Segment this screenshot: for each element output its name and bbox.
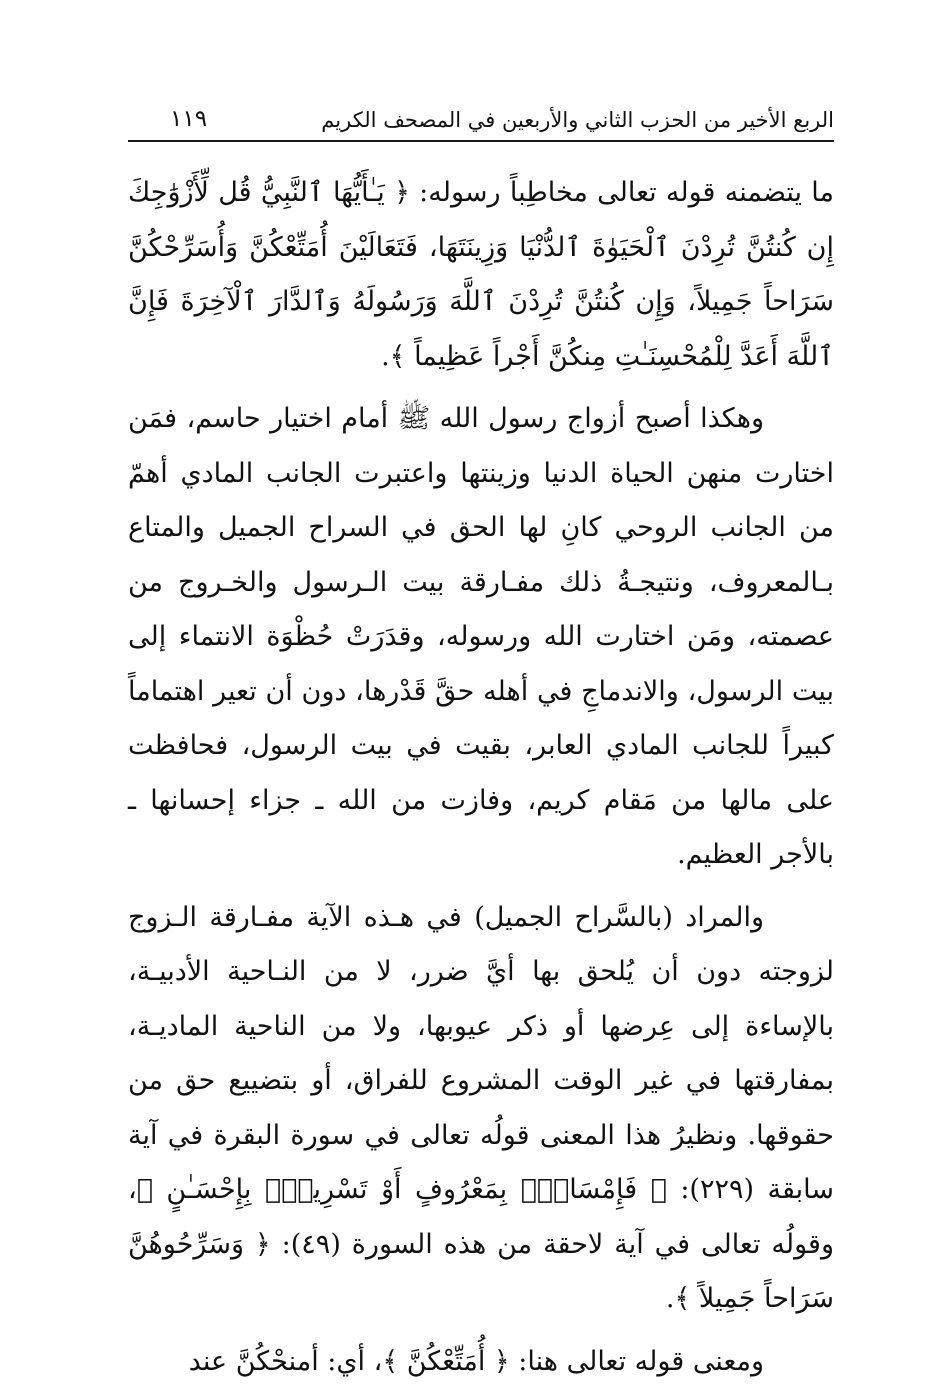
- book-page: [128, 100, 834, 1390]
- header-rule: [128, 140, 834, 142]
- running-header: [128, 100, 834, 138]
- paragraph-beautiful-release: والمراد (بالسَّراح الجميل) في هـذه الآية مفـارقة الـزوج لزوجته دون أن يُلحق بها أيَّ ضرر، لا من النـاحية الأدبيـة، بالإساءة إلى عِرضها أو ذكر عيوبها، ولا من الناحية الماديـة، بمفارقتها في غير الوقت المشروع للفراق، أو بتضييع حق من حقوقها. ونظيرُ هذا المعنى قولُه تعالى في سورة البقرة في آية سابقة (٢٢٩): ﴿ فَإِمْسَاكٌۢ بِمَعْرُوفٍ أَوْ تَسْرِيحٌۢ بِإِحْسَـٰنٍ ﴾، وقولُه تعالى في آية لاحقة من هذه السورة (٤٩): ﴿ وَسَرِّحُوهُنَّ سَرَاحاً جَمِيلاً ﴾.: [128, 901, 834, 1314]
- paragraph-meaning: ومعنى قوله تعالى هنا: ﴿ أُمَتِّعْكُنَّ ﴾، أي: أمنحْكُنَّ عند: [188, 1345, 764, 1377]
- paragraph-wives-choice: وهكذا أصبح أزواج رسول الله ﷺ أمام اختيار حاسم، فمَن اختارت منهن الحياة الدنيا وزينتها واعتبرت الجانب المادي أهمّ من الجانب الروحي كانِ لها الحق في السراح الجميل والمتاع بـالمعروف، ونتيجـةُ ذلك مفـارقة بيت الـرسول والخـروج من عصمته، ومَن اختارت الله ورسوله، وقدَرَتْ حُظْوَة الانتماء إلى بيت الرسول، والاندماجِ في أهله حقَّ قَدْرها، دون أن تعير اهتماماً كبيراً للجانب المادي العابر، بقيت في بيت الرسول، فحافظت على مالها من مَقام كريم، وفازت من الله ـ جزاء إحسانها ـ بالأجر العظيم.: [128, 403, 834, 870]
- paragraph-quranic-address: ما يتضمنه قوله تعالى مخاطِباً رسوله: ﴿ يَـٰأَيُّهَا ٱلنَّبِيُّ قُل لِّأَزْوَٰجِكَ إِن كُنتُنَّ تُرِدْنَ ٱلْحَيَوٰةَ ٱلدُّنْيَا وَزِينَتَهَا، فَتَعَالَيْنَ أُمَتِّعْكُنَّ وَأُسَرِّحْكُنَّ سَرَاحاً جَمِيلاً، وَإِن كُنتُنَّ تُرِدْنَ ٱللَّهَ وَرَسُولَهُ وَٱلدَّارَ ٱلْآخِرَةَ فَإِنَّ ٱللَّهَ أَعَدَّ لِلْمُحْسِنَـٰتِ مِنكُنَّ أَجْراً عَظِيماً ﴾.: [128, 177, 834, 372]
- body-text: [128, 166, 834, 1389]
- header-title: الربع الأخير من الحزب الثاني والأربعين في المصحف الكريم: [321, 108, 834, 132]
- page-number: ١١٩: [170, 106, 208, 132]
